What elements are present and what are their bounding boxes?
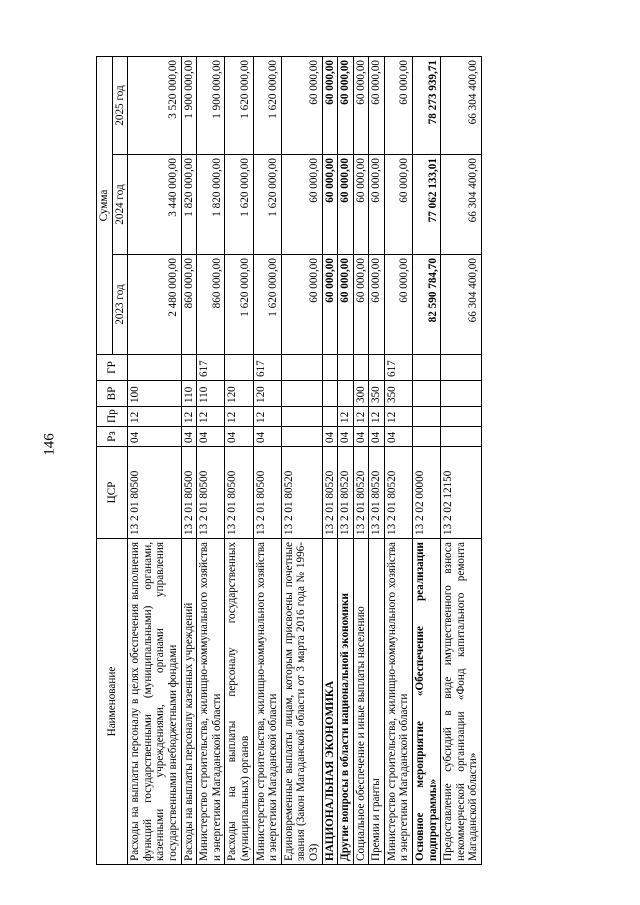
table-row xyxy=(281,56,322,864)
cell-2025: 60 000,00 xyxy=(322,56,338,154)
cell-vr: 110 xyxy=(197,381,225,407)
table-row xyxy=(413,56,441,864)
cell-2024: 3 440 000,00 xyxy=(128,155,181,255)
cell-name: Предоставление субсидий в виде имущественного взноса некоммерческой организации «Фонд капитального ремонта Магаданской области» xyxy=(441,539,482,865)
cell-2023: 60 000,00 xyxy=(384,255,412,355)
table-row xyxy=(369,56,385,864)
cell-gr xyxy=(281,355,322,381)
cell-csr: 13 2 01 80520 xyxy=(353,447,369,539)
header-year-2024: 2024 год xyxy=(112,155,128,255)
cell-pr: 12 xyxy=(353,407,369,427)
cell-2024: 77 062 133,01 xyxy=(413,155,441,255)
cell-gr: 617 xyxy=(253,355,281,381)
cell-pr: 12 xyxy=(181,407,197,427)
cell-2024: 60 000,00 xyxy=(369,155,385,255)
cell-2023: 60 000,00 xyxy=(338,255,354,355)
cell-name: Министерство строительства, жилищно-коммунального хозяйства и энергетики Магаданской области xyxy=(253,539,281,865)
cell-csr: 13 2 01 80520 xyxy=(322,447,338,539)
cell-csr: 13 2 02 00000 xyxy=(413,447,441,539)
cell-2025: 60 000,00 xyxy=(281,56,322,154)
cell-pr: 12 xyxy=(197,407,225,427)
cell-2023: 60 000,00 xyxy=(322,255,338,355)
cell-2025: 60 000,00 xyxy=(369,56,385,154)
cell-name: Расходы на выплаты персоналу в целях обеспечения выполнения функций государственными (муниципальными) органами, казенными учреждениями, органами управления государственными внебюджетными фондами xyxy=(128,539,181,865)
header-year-2023: 2023 год xyxy=(112,255,128,355)
cell-csr: 13 2 02 12150 xyxy=(441,447,482,539)
header-vr: ВР xyxy=(97,381,128,407)
cell-rz: 04 xyxy=(338,427,354,447)
cell-rz: 04 xyxy=(253,427,281,447)
cell-rz xyxy=(281,427,322,447)
cell-rz: 04 xyxy=(369,427,385,447)
cell-pr xyxy=(281,407,322,427)
cell-gr: 617 xyxy=(197,355,225,381)
cell-2023: 82 590 784,70 xyxy=(413,255,441,355)
cell-2023: 860 000,00 xyxy=(197,255,225,355)
cell-2024: 60 000,00 xyxy=(384,155,412,255)
cell-2024: 60 000,00 xyxy=(338,155,354,255)
cell-csr: 13 2 01 80520 xyxy=(369,447,385,539)
table-row xyxy=(338,56,354,864)
cell-name: Единовременные выплаты лицам, которым присвоены почетные звания (Закон Магаданской области от 3 марта 2016 года № 1996-ОЗ) xyxy=(281,539,322,865)
cell-vr xyxy=(441,381,482,407)
cell-2025: 1 900 000,00 xyxy=(197,56,225,154)
cell-pr xyxy=(322,407,338,427)
page-number: 146 xyxy=(41,433,58,456)
cell-vr: 100 xyxy=(128,381,181,407)
cell-name: НАЦИОНАЛЬНАЯ ЭКОНОМИКА xyxy=(322,539,338,865)
cell-name: Другие вопросы в области национальной экономики xyxy=(338,539,354,865)
cell-2023: 2 480 000,00 xyxy=(128,255,181,355)
table-body xyxy=(128,56,482,864)
cell-pr xyxy=(413,407,441,427)
cell-2025: 60 000,00 xyxy=(353,56,369,154)
cell-csr: 13 2 01 80520 xyxy=(338,447,354,539)
cell-csr: 13 2 01 80520 xyxy=(281,447,322,539)
cell-pr xyxy=(441,407,482,427)
cell-2025: 3 520 000,00 xyxy=(128,56,181,154)
cell-2025: 1 620 000,00 xyxy=(225,56,253,154)
cell-gr xyxy=(338,355,354,381)
cell-name: Министерство строительства, жилищно-коммунального хозяйства и энергетики Магаданской области xyxy=(197,539,225,865)
cell-vr xyxy=(281,381,322,407)
table-row xyxy=(322,56,338,864)
header-rz: Рз xyxy=(97,427,128,447)
cell-rz: 04 xyxy=(197,427,225,447)
cell-pr: 12 xyxy=(128,407,181,427)
cell-gr xyxy=(369,355,385,381)
table-row xyxy=(181,56,197,864)
cell-2024: 1 620 000,00 xyxy=(253,155,281,255)
cell-2024: 60 000,00 xyxy=(322,155,338,255)
cell-2025: 60 000,00 xyxy=(338,56,354,154)
cell-2024: 1 820 000,00 xyxy=(181,155,197,255)
cell-rz xyxy=(441,427,482,447)
cell-vr xyxy=(322,381,338,407)
cell-csr: 13 2 01 80500 xyxy=(128,447,181,539)
cell-csr: 13 2 01 80500 xyxy=(181,447,197,539)
cell-name: Министерство строительства, жилищно-коммунального хозяйства и энергетики Магаданской области xyxy=(384,539,412,865)
cell-gr xyxy=(128,355,181,381)
header-pr: Пр xyxy=(97,407,128,427)
cell-vr xyxy=(338,381,354,407)
cell-rz: 04 xyxy=(353,427,369,447)
cell-2025: 78 273 939,71 xyxy=(413,56,441,154)
cell-rz: 04 xyxy=(225,427,253,447)
table-row xyxy=(441,56,482,864)
cell-2023: 60 000,00 xyxy=(353,255,369,355)
cell-2023: 66 304 400,00 xyxy=(441,255,482,355)
table-row xyxy=(225,56,253,864)
cell-rz: 04 xyxy=(322,427,338,447)
cell-gr xyxy=(441,355,482,381)
cell-2024: 60 000,00 xyxy=(281,155,322,255)
cell-vr: 110 xyxy=(181,381,197,407)
cell-rz xyxy=(413,427,441,447)
header-name: Наименование xyxy=(97,539,128,865)
cell-csr: 13 2 01 80520 xyxy=(384,447,412,539)
cell-2023: 1 620 000,00 xyxy=(253,255,281,355)
table-row xyxy=(128,56,181,864)
cell-pr: 12 xyxy=(253,407,281,427)
cell-csr: 13 2 01 80500 xyxy=(225,447,253,539)
cell-gr: 617 xyxy=(384,355,412,381)
table-row xyxy=(353,56,369,864)
header-sum: Сумма xyxy=(97,56,113,354)
table-row xyxy=(197,56,225,864)
cell-vr: 120 xyxy=(225,381,253,407)
header-gr: ГР xyxy=(97,355,128,381)
cell-pr: 12 xyxy=(369,407,385,427)
cell-name: Расходы на выплаты персоналу казенных учреждений xyxy=(181,539,197,865)
rotated-table-container xyxy=(96,57,600,865)
table-row xyxy=(384,56,412,864)
cell-2025: 66 304 400,00 xyxy=(441,56,482,154)
cell-gr xyxy=(413,355,441,381)
table-row xyxy=(253,56,281,864)
cell-name: Расходы на выплаты персоналу государственных (муниципальных) органов xyxy=(225,539,253,865)
cell-vr: 350 xyxy=(384,381,412,407)
cell-vr: 350 xyxy=(369,381,385,407)
cell-csr: 13 2 01 80500 xyxy=(197,447,225,539)
budget-table-area xyxy=(96,57,600,865)
cell-2023: 1 620 000,00 xyxy=(225,255,253,355)
cell-pr: 12 xyxy=(338,407,354,427)
cell-name: Премии и гранты xyxy=(369,539,385,865)
header-row-top xyxy=(97,56,113,864)
cell-gr xyxy=(181,355,197,381)
cell-csr: 13 2 01 80500 xyxy=(253,447,281,539)
budget-table xyxy=(96,56,482,865)
cell-gr xyxy=(225,355,253,381)
cell-name: Основное мероприятие «Обеспечение реализации подпрограммы» xyxy=(413,539,441,865)
cell-rz: 04 xyxy=(181,427,197,447)
cell-2023: 860 000,00 xyxy=(181,255,197,355)
cell-gr xyxy=(353,355,369,381)
header-csr: ЦСР xyxy=(97,447,128,539)
cell-2024: 60 000,00 xyxy=(353,155,369,255)
cell-vr xyxy=(413,381,441,407)
cell-2024: 66 304 400,00 xyxy=(441,155,482,255)
cell-name: Социальное обеспечение и иные выплаты населению xyxy=(353,539,369,865)
cell-2025: 1 620 000,00 xyxy=(253,56,281,154)
cell-2024: 1 620 000,00 xyxy=(225,155,253,255)
cell-rz: 04 xyxy=(384,427,412,447)
cell-vr: 300 xyxy=(353,381,369,407)
cell-vr: 120 xyxy=(253,381,281,407)
cell-rz: 04 xyxy=(128,427,181,447)
cell-pr: 12 xyxy=(384,407,412,427)
cell-2023: 60 000,00 xyxy=(369,255,385,355)
cell-2025: 60 000,00 xyxy=(384,56,412,154)
cell-2023: 60 000,00 xyxy=(281,255,322,355)
cell-gr xyxy=(322,355,338,381)
cell-2025: 1 900 000,00 xyxy=(181,56,197,154)
header-year-2025: 2025 год xyxy=(112,56,128,154)
cell-pr: 12 xyxy=(225,407,253,427)
cell-2024: 1 820 000,00 xyxy=(197,155,225,255)
